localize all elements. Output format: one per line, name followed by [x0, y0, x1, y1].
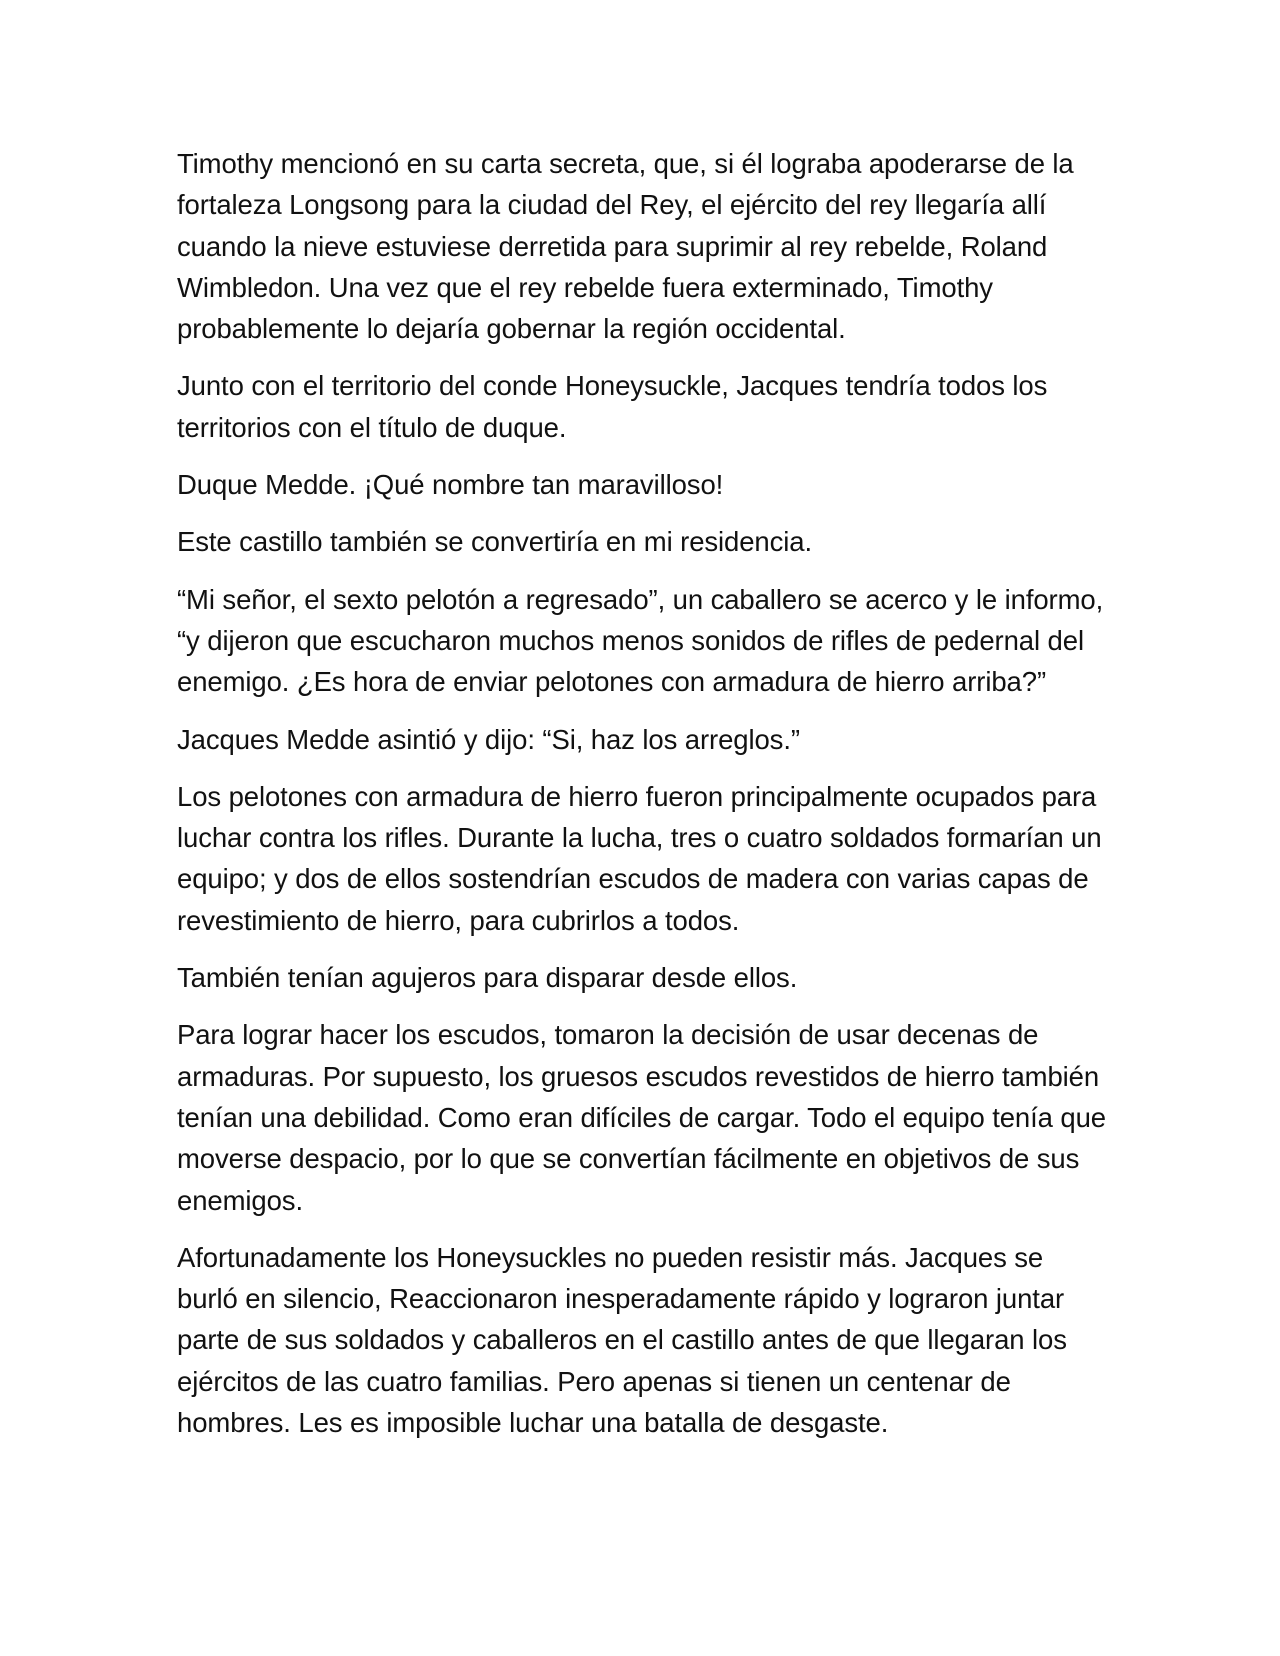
paragraph-3: Duque Medde. ¡Qué nombre tan maravilloso! — [177, 469, 724, 501]
document-text-body — [177, 143, 1107, 1459]
paragraph-9: Para lograr hacer los escudos, tomaron la decisión de usar decenas de armaduras. Por supuesto, los gruesos escudos revestidos de hierro también tenían una debilidad. Como eran difíciles de cargar. Todo el equipo tenía que moverse despacio, por lo que se convertían fácilmente en objetivos de sus enemigos. — [177, 1019, 1106, 1216]
paragraph-7: Los pelotones con armadura de hierro fueron principalmente ocupados para luchar contra los rifles. Durante la lucha, tres o cuatro soldados formarían un equipo; y dos de ellos sostendrían escudos de madera con varias capas de revestimiento de hierro, para cubrirlos a todos. — [177, 780, 1102, 936]
paragraph-2: Junto con el territorio del conde Honeysuckle, Jacques tendría todos los territorios con el título de duque. — [177, 370, 1048, 443]
paragraph-8: También tenían agujeros para disparar desde ellos. — [177, 962, 798, 994]
paragraph-10: Afortunadamente los Honeysuckles no pueden resistir más. Jacques se burló en silencio, Reaccionaron inesperadamente rápido y lograron juntar parte de sus soldados y caballeros en el castillo antes de que llegaran los ejércitos de las cuatro familias. Pero apenas si tienen un centenar de hombres. Les es imposible luchar una batalla de desgaste. — [177, 1241, 1067, 1439]
paragraph-4: Este castillo también se convertiría en mi residencia. — [177, 526, 813, 558]
paragraph-6: Jacques Medde asintió y dijo: “Si, haz los arreglos.” — [177, 723, 800, 755]
paragraph-1: Timothy mencionó en su carta secreta, que, si él lograba apoderarse de la fortaleza Longsong para la ciudad del Rey, el ejército del rey llegaría allí cuando la nieve estuviese derretida para suprimir al rey rebelde, Roland Wimbledon. Una vez que el rey rebelde fuera exterminado, Timothy probablemente lo dejaría gobernar la región occidental. — [177, 148, 1074, 345]
paragraph-5: “Mi señor, el sexto pelotón a regresado”, un caballero se acerco y le informo, “y dijeron que escucharon muchos menos sonidos de rifles de pedernal del enemigo. ¿Es hora de enviar pelotones con armadura de hierro arriba?” — [177, 583, 1104, 698]
